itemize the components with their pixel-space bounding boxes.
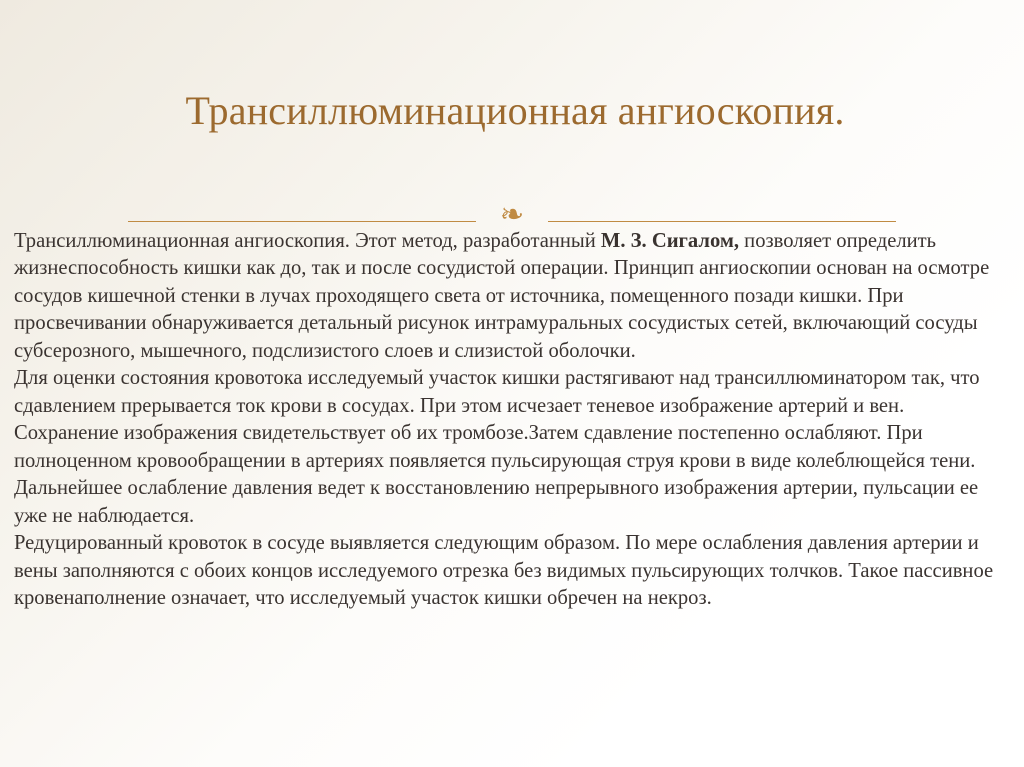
divider-rule-right (548, 221, 896, 222)
paragraph-2: Для оценки состояния кровотока исследуемый участок кишки растягивают над трансиллюминатором так, что сдавлением прерывается ток крови в сосудах. При этом исчезает теневое изображение артерий и вен. Сохранение изображения свидетельствует об их тромбозе.Затем сдавление постепенно ослабляют. При полноценном кровообращении в артериях появляется пульсирующая струя крови в виде колеблющейся тени. Дальнейшее ослабление давления ведет к восстановлению непрерывного изображения артерии, пульсации ее уже не наблюдается. (14, 367, 980, 527)
paragraph-3: Редуцированный кровоток в сосуде выявляется следующим образом. По мере ослабления давления артерии и вены заполняются с обоих концов исследуемого отрезка без видимых пульсирующих толчков. Такое пассивное кровенаполнение означает, что исследуемый участок кишки обречен на некроз. (14, 532, 994, 610)
paragraph-1-emphasis: М. З. Сигалом, (600, 230, 740, 252)
divider-rule-left (128, 221, 476, 222)
body-text (14, 228, 1010, 613)
paragraph-1 (14, 228, 1010, 365)
paragraph-1-rest: позволяет определить жизнеспособность кишки как до, так и после сосудистой операции. Принцип ангиоскопии основан на осмотре сосудов кишечной стенки в лучах проходящего света от источника, помещенного позади кишки. При просвечивании обнаруживается детальный рисунок интрамуральных сосудистых сетей, включающий сосуды субсерозного, мышечного, подслизистого слоев и слизистой оболочки. (14, 230, 990, 362)
paragraph-1-lead: Трансиллюминационная ангиоскопия. Этот метод, разработанный (14, 230, 601, 252)
page-title: Трансиллюминационная ангиоскопия. (185, 88, 845, 133)
flourish-ornament-icon: ❧ (499, 197, 525, 231)
